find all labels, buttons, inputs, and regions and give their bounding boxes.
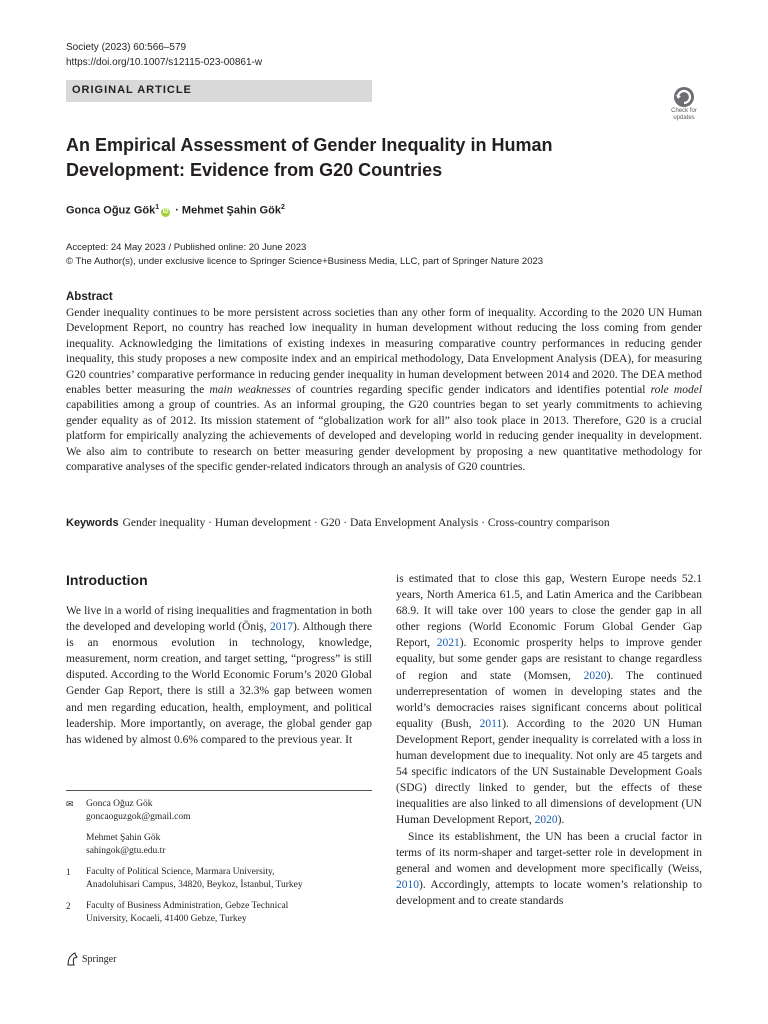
footnotes [66, 798, 372, 926]
affiliation-line: University, Kocaeli, 41400 Gebze, Turkey [86, 914, 247, 924]
affiliation-line: Faculty of Political Science, Marmara University, [86, 867, 275, 877]
intro-left-text-2: ). Although there is an enormous evolution in technology, knowledge, measurement, norm creation, and target setting, “progress” is still disputed. According to the World Economic Forum’s 2020 Global Gender Gap Report, there is still a 32.3% gap between women and men regarding education, health, employment, and political leadership. More importantly, on average, the global gender gap has widened by almost 0.6% compared to the previous year. It [66, 621, 372, 746]
abstract-emphasis-1: main weaknesses [209, 384, 291, 397]
copyright-notice: © The Author(s), under exclusive licence to Springer Science+Business Media, LLC, part of Springer Nature 2023 [66, 256, 544, 267]
corresponding-author-1: Gonca Oğuz Gök [86, 799, 153, 809]
author-1[interactable]: Gonca Oğuz Gök [66, 204, 156, 217]
intro-right-text: ). [557, 814, 565, 827]
left-column-text [66, 603, 372, 748]
intro-left-text-1: We live in a world of rising inequalities and fragmentation in both the developed and developing world (Öniş, [66, 605, 372, 634]
check-updates-line2: updates [673, 115, 695, 121]
citation-link[interactable]: 2010 [396, 878, 419, 891]
affiliation-number: 2 [66, 901, 71, 911]
affiliation-number: 1 [66, 867, 71, 877]
affiliation-line: Anadoluhisari Campus, 34820, Beykoz, İstanbul, Turkey [86, 880, 303, 890]
article-type-label: ORIGINAL ARTICLE [72, 84, 192, 96]
abstract-text [66, 306, 702, 475]
author-1-affiliation: 1 [155, 204, 160, 211]
orcid-icon[interactable]: iD [162, 208, 169, 215]
corresponding-author-2: Mehmet Şahin Gök [86, 833, 161, 843]
check-updates-line1: Check for [671, 108, 697, 114]
publication-dates [66, 241, 543, 269]
publisher-name: Springer [82, 953, 117, 965]
journal-meta [66, 40, 262, 70]
citation-link[interactable]: 2020 [583, 669, 607, 682]
correspondence-block [66, 798, 372, 858]
abstract-heading: Abstract [66, 291, 113, 303]
introduction-heading: Introduction [66, 572, 148, 588]
affiliation-1 [66, 866, 372, 892]
citation-link[interactable]: 2020 [534, 814, 558, 827]
author-2[interactable]: Mehmet Şahin Gök [181, 204, 281, 217]
intro-right-text: ). Economic prosperity helps to improve gender equality, but some gender gaps are resistant to change regardless of region and state (Momsen, [396, 637, 702, 682]
email-link[interactable]: goncaoguzgok@gmail.com [86, 812, 191, 822]
keywords [66, 517, 706, 529]
publisher-footer [66, 952, 116, 966]
right-column-text [396, 571, 702, 909]
abstract-part-1: Gender inequality continues to be more persistent across societies than any other form of inequality. According to the 2020 UN Human Development Report, no country has reached low inequality in human development without reducing the loss coming from gender inequality. Acknowledging the limitations of existing indexes in measuring comparative country performances in reducing gender inequality, this study proposes a new composite index and an empirical methodology, Data Envelopment Analysis (DEA), for measuring G20 countries’ comparative performance in reducing gender inequality in human development between 2014 and 2020. The DEA method enables better measuring the [66, 307, 702, 397]
springer-horse-icon [66, 952, 78, 966]
check-for-updates-badge[interactable] [664, 84, 704, 124]
footnote-divider [66, 790, 372, 791]
keywords-list: Gender inequality · Human development · G20 · Data Envelopment Analysis · Cross-country comparison [122, 517, 610, 529]
abstract-part-3: capabilities among a group of countries. As an informal grouping, the G20 countries began to set yearly commitments to achieving gender equality as of 2012. Its mission statement of “globalization work for all” also took place in 2013. Therefore, G20 is a crucial platform for empirically analyzing the achievements of developed and developing world in reducing gender inequality in development. We also aim to contribute to research on better measuring gender development by proposing a new quantitative methodology for comparative analyses of the specific gender-related indicators through an analysis of G20 countries. [66, 399, 702, 474]
intro-paragraph [396, 571, 702, 829]
citation-link[interactable]: 2011 [479, 717, 503, 730]
keywords-label: Keywords [66, 517, 119, 529]
affiliation-line: Faculty of Business Administration, Gebze Technical [86, 901, 289, 911]
author-separator: · [172, 204, 182, 217]
affiliation-2 [66, 900, 372, 926]
article-title: An Empirical Assessment of Gender Inequality in Human Development: Evidence from G20 Countries [66, 135, 553, 180]
accepted-published-dates: Accepted: 24 May 2023 / Published online: 20 June 2023 [66, 242, 307, 253]
author-list [66, 204, 285, 217]
doi-link[interactable]: https://doi.org/10.1007/s12115-023-00861-w [66, 57, 263, 68]
journal-citation: Society (2023) 60:566–579 [66, 42, 187, 53]
email-link[interactable]: sahingok@gtu.edu.tr [86, 846, 166, 856]
envelope-icon: ✉ [66, 799, 74, 809]
article-type-band [66, 80, 372, 102]
intro-right-text: ). The continued underrepresentation of women in developing states and the world’s democracies raises significant concerns about political equality (Bush, [396, 669, 703, 730]
abstract-emphasis-2: role model [650, 384, 703, 397]
intro-paragraph [396, 829, 702, 909]
citation-link[interactable]: 2017 [269, 621, 293, 634]
citation-link[interactable]: 2021 [436, 637, 460, 650]
intro-right-text: Since its establishment, the UN has been a crucial factor in terms of its norm-shaper and target-setter role in development in general and women and development more specifically (Weiss, [396, 830, 702, 875]
intro-right-text: is estimated that to close this gap, Western Europe needs 52.1 years, North America 61.5, and Latin America and the Caribbean 68.9. It will take over 100 years to close the gender gap in all other regions (World Economic Forum Global Gender Gap Report, [396, 573, 702, 650]
abstract-part-2: of countries regarding specific gender indicators and identifies potential [290, 384, 651, 397]
intro-right-text: ). According to the 2020 UN Human Development Report, gender inequality is correlated with a loss in human development due to inequality. Not only are 45 targets and 54 specific indicators of the UN Sustainable Development Goals (SDG) directly linked to gender, but the effects of these inequalities are also linked to all dimensions of development (UN Human Development Report, [396, 717, 702, 827]
intro-right-text: ). Accordingly, attempts to locate women’s relationship to development and to create standards [396, 878, 702, 907]
author-2-affiliation: 2 [280, 204, 285, 211]
